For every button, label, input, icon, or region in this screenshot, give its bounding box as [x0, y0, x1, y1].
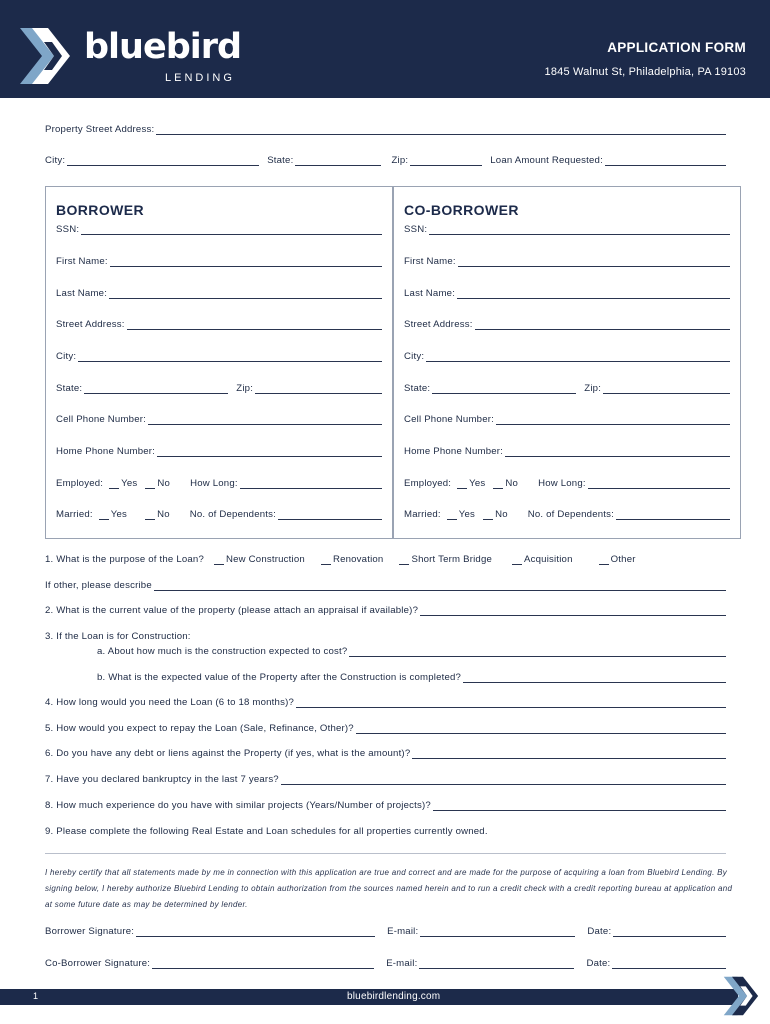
- borrower-signature-field[interactable]: [136, 927, 375, 937]
- question-7-field[interactable]: [281, 775, 726, 785]
- borrower-employed-row: [56, 478, 382, 489]
- other-describe-label: If other, please describe: [45, 580, 152, 591]
- checkbox-line[interactable]: [493, 480, 503, 489]
- question-7-label: 7. Have you declared bankruptcy in the last 7 years?: [45, 774, 279, 785]
- checkbox-line[interactable]: [321, 556, 331, 565]
- coborrower-street-field[interactable]: [475, 320, 730, 330]
- certification-text: I hereby certify that all statements made by me in connection with this application are true and correct and are made for the purpose of acquiring a loan from Bluebird Lending. By signing below, I hereby authorize Bluebird Lending to obtain authorization from the sources named herein and to run a credit check with a credit reporting bureau at application and at some future date as may be determined by lender.: [45, 868, 733, 909]
- borrower-email-label: E-mail:: [387, 926, 419, 937]
- coborrower-email-label: E-mail:: [386, 958, 418, 969]
- coborrower-state-label: State:: [404, 383, 431, 394]
- property-city-label: City:: [45, 155, 66, 166]
- question-3b-field[interactable]: [463, 673, 726, 683]
- property-state-field[interactable]: [295, 156, 381, 166]
- coborrower-date-label: Date:: [586, 958, 611, 969]
- purpose-new-construction[interactable]: [214, 554, 305, 565]
- coborrower-signature-row: [45, 958, 726, 969]
- question-1-label: 1. What is the purpose of the Loan?: [45, 554, 205, 565]
- section-divider: [45, 853, 726, 854]
- other-describe-field[interactable]: [154, 581, 726, 591]
- borrower-how-long-field[interactable]: [240, 479, 382, 489]
- form-title: APPLICATION FORM: [607, 40, 746, 55]
- footer-url[interactable]: bluebirdlending.com: [347, 991, 441, 1002]
- checkbox-line[interactable]: [457, 480, 467, 489]
- checkbox-line[interactable]: [483, 511, 493, 520]
- question-5-row: [45, 723, 726, 734]
- borrower-first-name-row: [56, 256, 382, 267]
- checkbox-line[interactable]: [214, 556, 224, 565]
- footer-bar: [0, 989, 738, 1005]
- coborrower-married-no[interactable]: [483, 509, 508, 520]
- coborrower-home-row: [404, 446, 730, 457]
- borrower-street-row: [56, 319, 382, 330]
- coborrower-email-field[interactable]: [419, 959, 574, 969]
- coborrower-city-field[interactable]: [426, 352, 730, 362]
- option-label: Yes: [469, 478, 486, 489]
- option-label: No: [495, 509, 508, 520]
- borrower-state-label: State:: [56, 383, 83, 394]
- question-7-row: [45, 774, 726, 785]
- question-3b-label: b. What is the expected value of the Property after the Construction is completed?: [97, 672, 462, 683]
- coborrower-date-field[interactable]: [612, 959, 726, 969]
- coborrower-street-label: Street Address:: [404, 319, 473, 330]
- borrower-signature-row: [45, 926, 726, 937]
- borrower-last-name-field[interactable]: [109, 289, 382, 299]
- property-street-row: [45, 124, 726, 135]
- option-label: Yes: [458, 509, 476, 520]
- coborrower-section: [393, 186, 741, 539]
- question-4-label: 4. How long would you need the Loan (6 to 18 months)?: [45, 697, 295, 708]
- option-label: No: [505, 478, 519, 489]
- borrower-signature-label: Borrower Signature:: [45, 926, 135, 937]
- coborrower-cell-field[interactable]: [496, 415, 730, 425]
- coborrower-first-name-row: [404, 256, 730, 267]
- coborrower-dependents-field[interactable]: [616, 510, 730, 520]
- borrower-dependents-label: No. of Dependents:: [189, 509, 277, 520]
- question-8-row: [45, 800, 726, 811]
- logo-subtitle: LENDING: [165, 72, 235, 84]
- option-label: Other: [610, 554, 636, 565]
- coborrower-cell-row: [404, 414, 730, 425]
- borrower-married-no[interactable]: [145, 509, 170, 520]
- question-4-row: [45, 697, 726, 708]
- borrower-married-yes[interactable]: [99, 509, 127, 520]
- borrower-city-row: [56, 351, 382, 362]
- option-label: New Construction: [226, 554, 305, 565]
- question-3-label: 3. If the Loan is for Construction:: [45, 631, 191, 642]
- checkbox-line[interactable]: [447, 511, 457, 520]
- checkbox-line[interactable]: [599, 556, 609, 565]
- coborrower-cell-label: Cell Phone Number:: [404, 414, 494, 425]
- borrower-how-long-label: How Long:: [190, 478, 238, 489]
- checkbox-line[interactable]: [145, 480, 155, 489]
- property-city-row: [45, 155, 726, 166]
- borrower-zip-label: Zip:: [236, 383, 254, 394]
- borrower-state-field[interactable]: [84, 384, 228, 394]
- purpose-renovation[interactable]: [321, 554, 384, 565]
- property-street-label: Property Street Address:: [45, 124, 155, 135]
- coborrower-employed-no[interactable]: [493, 478, 518, 489]
- coborrower-last-name-row: [404, 288, 730, 299]
- borrower-employed-label: Employed:: [56, 478, 104, 489]
- property-street-field[interactable]: [156, 125, 726, 135]
- borrower-cell-field[interactable]: [148, 415, 382, 425]
- borrower-state-row: [56, 383, 382, 394]
- borrower-title: BORROWER: [56, 202, 144, 218]
- borrower-ssn-label: SSN:: [56, 224, 80, 235]
- coborrower-married-yes[interactable]: [447, 509, 475, 520]
- company-address: 1845 Walnut St, Philadelphia, PA 19103: [544, 66, 746, 78]
- borrower-email-field[interactable]: [420, 927, 575, 937]
- coborrower-how-long-field[interactable]: [588, 479, 730, 489]
- logo-wordmark: bluebird: [84, 27, 242, 67]
- loan-amount-field[interactable]: [605, 156, 726, 166]
- borrower-street-field[interactable]: [127, 320, 382, 330]
- coborrower-city-label: City:: [404, 351, 425, 362]
- coborrower-last-name-field[interactable]: [457, 289, 730, 299]
- borrower-street-label: Street Address:: [56, 319, 125, 330]
- option-label: Short Term Bridge: [411, 554, 493, 565]
- borrower-married-row: [56, 509, 382, 520]
- coborrower-signature-label: Co-Borrower Signature:: [45, 958, 151, 969]
- borrower-section: [45, 186, 393, 539]
- borrower-city-label: City:: [56, 351, 77, 362]
- borrower-home-row: [56, 446, 382, 457]
- option-label: No: [157, 509, 170, 520]
- coborrower-ssn-row: [404, 224, 730, 235]
- property-state-label: State:: [267, 155, 294, 166]
- question-3b-row: [97, 672, 726, 683]
- coborrower-zip-field[interactable]: [603, 384, 730, 394]
- borrower-cell-label: Cell Phone Number:: [56, 414, 146, 425]
- question-5-label: 5. How would you expect to repay the Loan (Sale, Refinance, Other)?: [45, 723, 354, 734]
- question-2-label: 2. What is the current value of the property (please attach an appraisal if available)?: [45, 605, 419, 616]
- borrower-last-name-label: Last Name:: [56, 288, 108, 299]
- option-label: Yes: [121, 478, 138, 489]
- question-6-row: [45, 748, 726, 759]
- coborrower-employed-label: Employed:: [404, 478, 452, 489]
- coborrower-employed-row: [404, 478, 730, 489]
- question-2-row: [45, 605, 726, 616]
- question-8-field[interactable]: [433, 801, 726, 811]
- coborrower-home-field[interactable]: [505, 447, 730, 457]
- header-banner: [0, 0, 770, 98]
- question-6-label: 6. Do you have any debt or liens against the Property (if yes, what is the amount)?: [45, 748, 411, 759]
- coborrower-street-row: [404, 319, 730, 330]
- borrower-zip-field[interactable]: [255, 384, 382, 394]
- question-3a-field[interactable]: [349, 647, 726, 657]
- borrower-home-field[interactable]: [157, 447, 382, 457]
- borrower-employed-yes[interactable]: [109, 478, 137, 489]
- option-label: Yes: [110, 509, 128, 520]
- question-5-field[interactable]: [356, 724, 726, 734]
- coborrower-zip-label: Zip:: [584, 383, 602, 394]
- option-label: Acquisition: [524, 554, 573, 565]
- question-8-label: 8. How much experience do you have with similar projects (Years/Number of projects)?: [45, 800, 431, 811]
- borrower-last-name-row: [56, 288, 382, 299]
- purpose-acquisition[interactable]: [512, 554, 573, 565]
- checkbox-line[interactable]: [399, 556, 409, 565]
- borrower-married-label: Married:: [56, 509, 93, 520]
- question-4-field[interactable]: [296, 698, 726, 708]
- checkbox-line[interactable]: [109, 480, 119, 489]
- borrower-date-label: Date:: [587, 926, 612, 937]
- coborrower-married-row: [404, 509, 730, 520]
- question-9-row: [45, 826, 726, 837]
- coborrower-home-label: Home Phone Number:: [404, 446, 504, 457]
- coborrower-city-row: [404, 351, 730, 362]
- borrower-date-field[interactable]: [613, 927, 726, 937]
- page-number: 1: [33, 991, 39, 1001]
- loan-amount-label: Loan Amount Requested:: [490, 155, 603, 166]
- question-2-field[interactable]: [420, 606, 726, 616]
- coborrower-state-field[interactable]: [432, 384, 576, 394]
- coborrower-first-name-field[interactable]: [458, 257, 730, 267]
- purpose-short-term-bridge[interactable]: [399, 554, 492, 565]
- coborrower-first-name-label: First Name:: [404, 256, 456, 267]
- checkbox-line[interactable]: [99, 511, 109, 520]
- coborrower-last-name-label: Last Name:: [404, 288, 456, 299]
- borrower-first-name-label: First Name:: [56, 256, 108, 267]
- purpose-other[interactable]: [599, 554, 636, 565]
- property-zip-field[interactable]: [410, 156, 482, 166]
- checkbox-line[interactable]: [145, 511, 155, 520]
- question-3a-label: a. About how much is the construction expected to cost?: [97, 646, 348, 657]
- borrower-city-field[interactable]: [78, 352, 382, 362]
- borrower-dependents-field[interactable]: [278, 510, 382, 520]
- other-describe-row: [45, 580, 726, 591]
- property-city-field[interactable]: [67, 156, 259, 166]
- property-zip-label: Zip:: [391, 155, 409, 166]
- bluebird-footer-logo-icon: [722, 974, 764, 1018]
- question-3-row: [45, 631, 726, 642]
- coborrower-employed-yes[interactable]: [457, 478, 485, 489]
- coborrower-married-label: Married:: [404, 509, 441, 520]
- coborrower-dependents-label: No. of Dependents:: [527, 509, 615, 520]
- bluebird-logo-icon: [18, 24, 78, 88]
- borrower-cell-row: [56, 414, 382, 425]
- coborrower-signature-field[interactable]: [152, 959, 374, 969]
- coborrower-ssn-label: SSN:: [404, 224, 428, 235]
- borrower-home-label: Home Phone Number:: [56, 446, 156, 457]
- checkbox-line[interactable]: [512, 556, 522, 565]
- borrower-first-name-field[interactable]: [110, 257, 382, 267]
- option-label: Renovation: [332, 554, 384, 565]
- borrower-employed-no[interactable]: [145, 478, 170, 489]
- coborrower-title: CO-BORROWER: [404, 202, 519, 218]
- question-3a-row: [97, 646, 726, 657]
- coborrower-how-long-label: How Long:: [538, 478, 586, 489]
- coborrower-ssn-field[interactable]: [429, 225, 730, 235]
- borrower-ssn-row: [56, 224, 382, 235]
- question-6-field[interactable]: [412, 749, 726, 759]
- coborrower-state-row: [404, 383, 730, 394]
- question-9-label: 9. Please complete the following Real Estate and Loan schedules for all properties currently owned.: [45, 826, 488, 837]
- borrower-ssn-field[interactable]: [81, 225, 382, 235]
- option-label: No: [157, 478, 171, 489]
- question-1-row: [45, 554, 726, 565]
